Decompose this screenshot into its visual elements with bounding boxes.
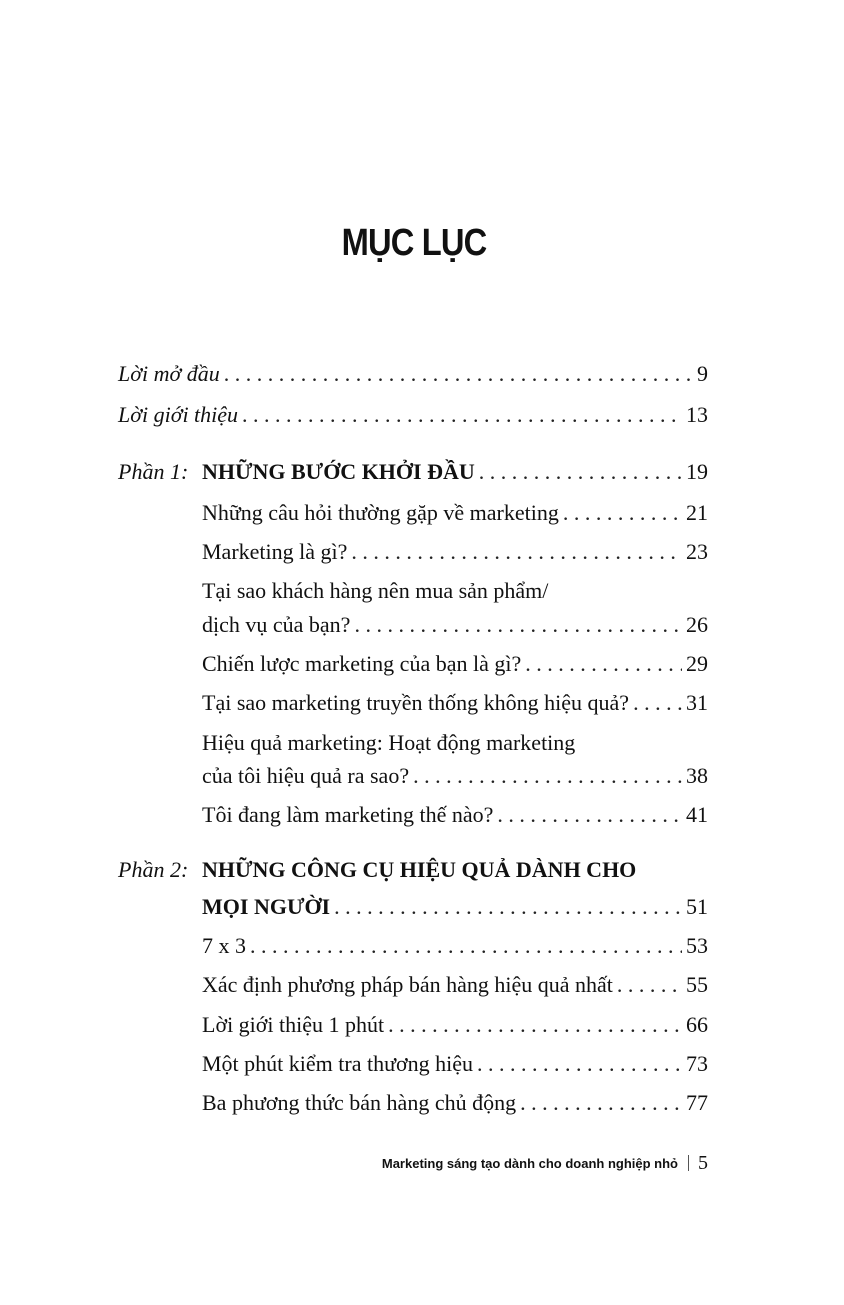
- toc-entry-page: 21: [686, 500, 708, 525]
- toc-entry-text: Lời mở đầu: [118, 361, 220, 386]
- toc-entry-text: Xác định phương pháp bán hàng hiệu quả nhất: [202, 972, 613, 997]
- toc-entry-text: 7 x 3: [202, 933, 246, 958]
- toc-entry-text: dịch vụ của bạn?: [202, 612, 351, 637]
- toc-entry[interactable]: [202, 535, 708, 565]
- leader-dots: [334, 894, 682, 920]
- toc-entry-introduction[interactable]: [118, 398, 708, 428]
- leader-dots: [351, 539, 682, 565]
- toc-entry[interactable]: [202, 647, 708, 677]
- leader-dots: [525, 651, 682, 677]
- toc-entry-text-line1[interactable]: Hiệu quả marketing: Hoạt động marketing: [202, 730, 576, 755]
- toc-entry-page: 53: [686, 933, 708, 958]
- toc-entry-preface[interactable]: [118, 357, 708, 387]
- toc-part-2-heading[interactable]: [202, 890, 708, 920]
- toc-entry-page: 55: [686, 972, 708, 997]
- leader-dots: [520, 1090, 682, 1116]
- toc-entry[interactable]: [202, 496, 708, 526]
- toc-entry[interactable]: [202, 759, 708, 789]
- toc-entry-page: 26: [686, 612, 708, 637]
- toc-entry-text: Marketing là gì?: [202, 539, 348, 564]
- toc-entry-text: Ba phương thức bán hàng chủ động: [202, 1090, 517, 1115]
- part-2-label: Phần 2:: [118, 857, 189, 882]
- page-footer: [0, 1150, 708, 1176]
- toc-entry[interactable]: [202, 1008, 708, 1038]
- footer-page-number: 5: [698, 1151, 708, 1174]
- toc-entry-page: 51: [686, 894, 708, 919]
- leader-dots: [224, 361, 693, 387]
- toc-entry-page: 23: [686, 539, 708, 564]
- page-title: MỤC LỤC: [341, 222, 487, 264]
- toc-entry-page: 9: [697, 361, 708, 386]
- toc-entry-text: Những câu hỏi thường gặp về marketing: [202, 500, 559, 525]
- toc-entry[interactable]: [202, 1086, 708, 1116]
- leader-dots: [633, 690, 682, 716]
- toc-entry-page: 73: [686, 1051, 708, 1076]
- toc-entry-text-line1[interactable]: Tại sao khách hàng nên mua sản phẩm/: [202, 578, 549, 603]
- toc-entry-page: 38: [686, 763, 708, 788]
- toc-entry-page: 31: [686, 690, 708, 715]
- toc-entry[interactable]: [202, 1047, 708, 1077]
- footer-book-title: Marketing sáng tạo dành cho doanh nghiệp nhỏ: [381, 1155, 678, 1171]
- toc-entry[interactable]: [202, 968, 708, 998]
- toc-entry[interactable]: [202, 798, 708, 828]
- toc-part-1-heading[interactable]: [202, 455, 708, 485]
- toc-entry-text: Lời giới thiệu: [118, 402, 239, 427]
- leader-dots: [388, 1012, 682, 1038]
- toc-entry-text: Lời giới thiệu 1 phút: [202, 1012, 385, 1037]
- toc-entry-text: Chiến lược marketing của bạn là gì?: [202, 651, 522, 676]
- footer-divider: [688, 1155, 689, 1171]
- leader-dots: [413, 763, 682, 789]
- leader-dots: [477, 1051, 682, 1077]
- toc-entry-text: Một phút kiểm tra thương hiệu: [202, 1051, 474, 1076]
- part-heading-text: MỌI NGƯỜI: [202, 894, 331, 919]
- leader-dots: [563, 500, 682, 526]
- toc-entry-text: Tôi đang làm marketing thế nào?: [202, 802, 494, 827]
- toc-entry[interactable]: [202, 929, 708, 959]
- part-heading-text: NHỮNG BƯỚC KHỞI ĐẦU: [202, 459, 475, 484]
- leader-dots: [354, 612, 682, 638]
- part-1-label: Phần 1:: [118, 459, 189, 484]
- leader-dots: [479, 459, 682, 485]
- leader-dots: [250, 933, 682, 959]
- toc-entry[interactable]: [202, 686, 708, 716]
- leader-dots: [242, 402, 682, 428]
- toc-entry-text: của tôi hiệu quả ra sao?: [202, 763, 410, 788]
- toc-entry-page: 77: [686, 1090, 708, 1115]
- leader-dots: [497, 802, 682, 828]
- toc-entry-page: 66: [686, 1012, 708, 1037]
- toc-entry-text: Tại sao marketing truyền thống không hiệu quả?: [202, 690, 630, 715]
- toc-entry[interactable]: [202, 608, 708, 638]
- part-2-heading-line1[interactable]: NHỮNG CÔNG CỤ HIỆU QUẢ DÀNH CHO: [202, 857, 637, 882]
- toc-entry-page: 29: [686, 651, 708, 676]
- toc-entry-page: 19: [686, 459, 708, 484]
- toc-entry-page: 41: [686, 802, 708, 827]
- leader-dots: [617, 972, 682, 998]
- toc-entry-page: 13: [686, 402, 708, 427]
